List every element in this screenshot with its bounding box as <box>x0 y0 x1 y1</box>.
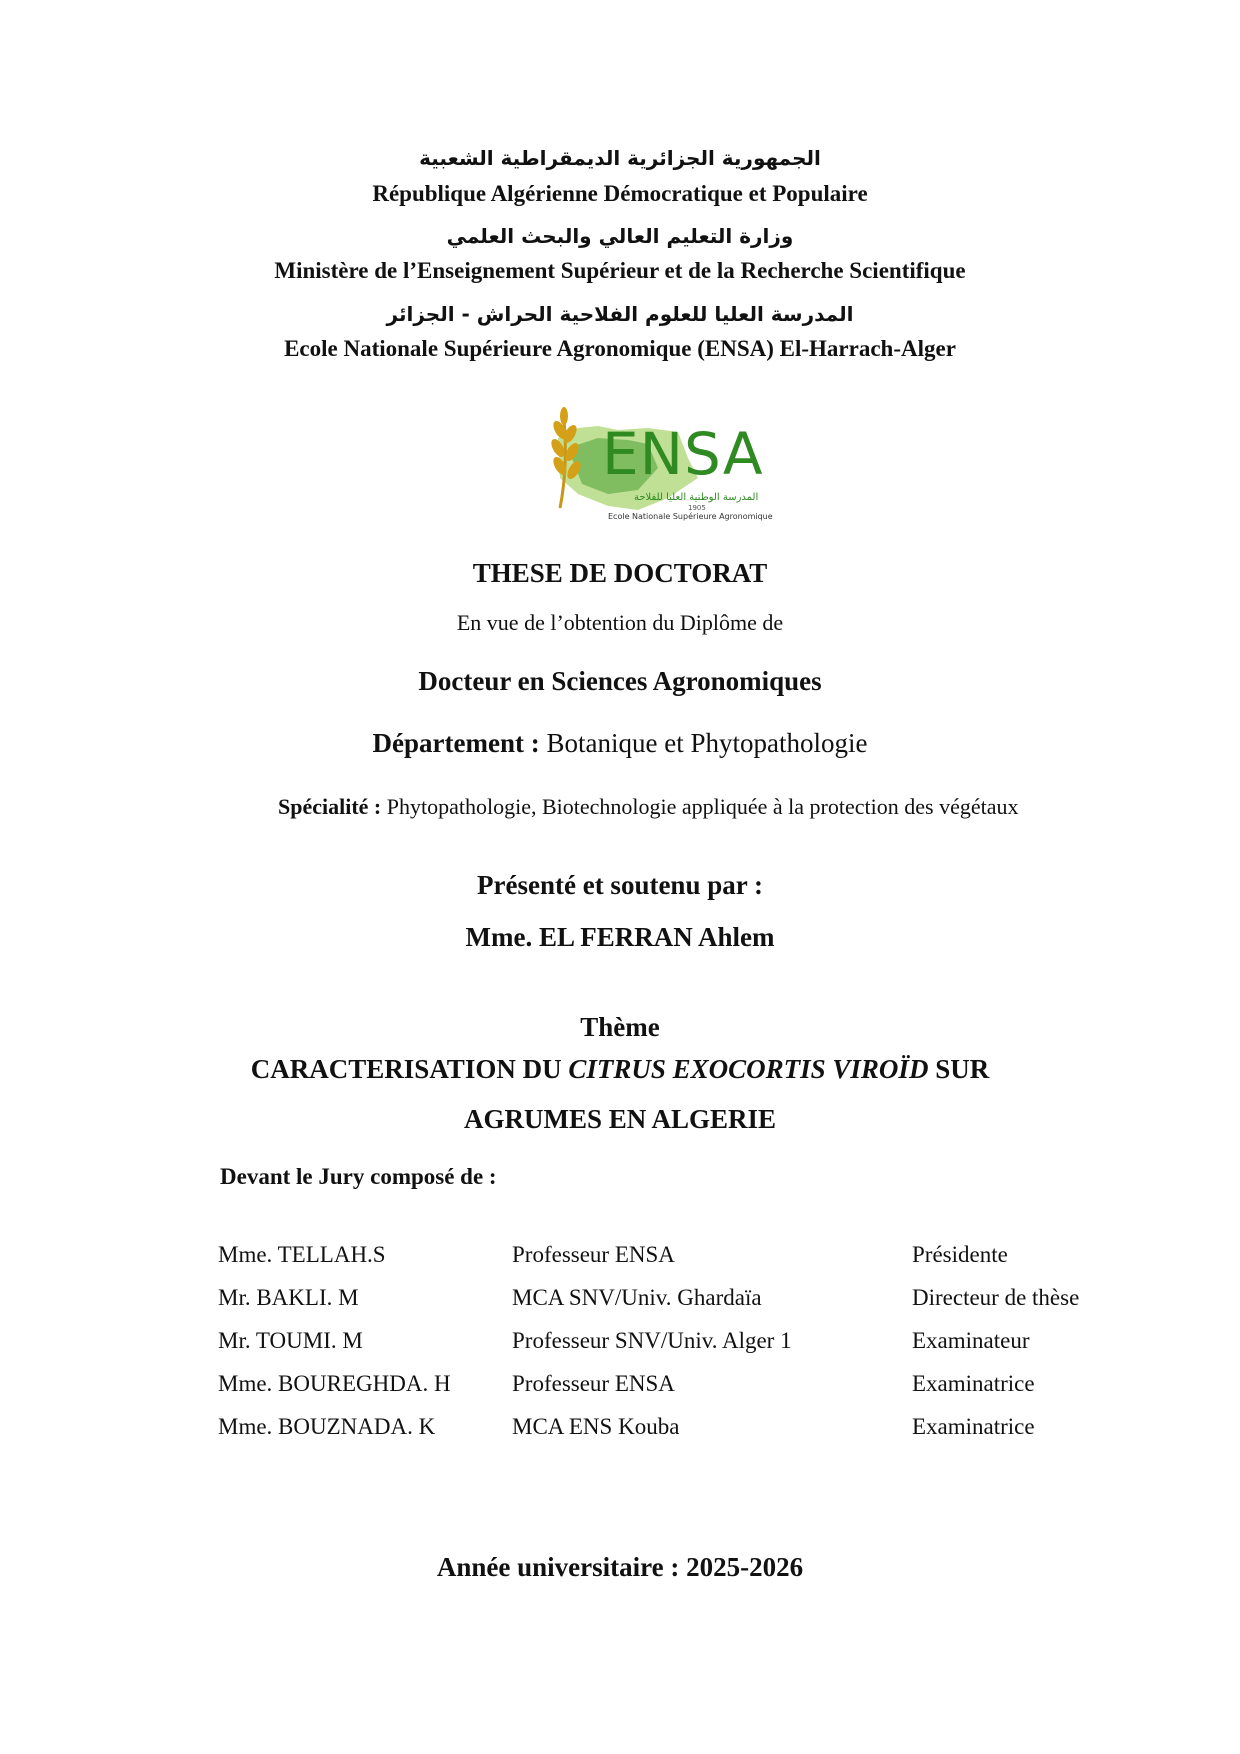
jury-member-name: Mme. TELLAH.S <box>218 1242 386 1267</box>
jury-heading: Devant le Jury composé de : <box>220 1164 497 1189</box>
jury-member-name: Mme. BOUZNADA. K <box>218 1414 436 1439</box>
jury-member-name: Mme. BOUREGHDA. H <box>218 1371 451 1396</box>
jury-member <box>218 1242 1118 1272</box>
jury-member <box>218 1371 1118 1401</box>
department <box>0 728 1240 759</box>
logo-text: ENSA <box>602 420 764 488</box>
jury-member-name: Mr. TOUMI. M <box>218 1328 363 1353</box>
specialty-label: Spécialité : <box>278 794 382 819</box>
jury-member-title: Professeur ENSA <box>512 1371 675 1396</box>
jury-member <box>218 1328 1118 1358</box>
theme-label: Thème <box>580 1012 660 1042</box>
jury-member <box>218 1414 1118 1444</box>
jury-member-title: MCA ENS Kouba <box>512 1414 680 1439</box>
school-arabic: المدرسة العليا للعلوم الفلاحية الحراش - الجزائر <box>386 302 854 326</box>
theme-line1-end: SUR <box>935 1054 990 1084</box>
presented-by: Présenté et soutenu par : <box>477 870 763 900</box>
jury-member <box>218 1285 1118 1315</box>
republic-french: République Algérienne Démocratique et Populaire <box>372 181 868 206</box>
ensa-logo <box>538 398 788 526</box>
school-french: Ecole Nationale Supérieure Agronomique (ENSA) El-Harrach-Alger <box>284 336 956 361</box>
theme-line1-italic: CITRUS EXOCORTIS VIROÏD <box>568 1054 929 1084</box>
ministry-french: Ministère de l’Enseignement Supérieur et de la Recherche Scientifique <box>274 258 966 283</box>
department-label: Département : <box>372 728 540 758</box>
jury-member-title: Professeur ENSA <box>512 1242 675 1267</box>
thesis-diploma: Docteur en Sciences Agronomiques <box>418 666 822 696</box>
jury-member-role: Examinateur <box>912 1328 1030 1353</box>
theme-title-line2: AGRUMES EN ALGERIE <box>463 1104 777 1134</box>
author-name: Mme. EL FERRAN Ahlem <box>465 922 775 952</box>
specialty <box>278 794 1018 820</box>
jury-member-name: Mr. BAKLI. M <box>218 1285 359 1310</box>
thesis-type: THESE DE DOCTORAT <box>472 558 768 588</box>
jury-member-title: Professeur SNV/Univ. Alger 1 <box>512 1328 792 1353</box>
ministry-arabic: وزارة التعليم العالي والبحث العلمي <box>446 224 794 248</box>
theme-title-line1 <box>0 1054 1240 1085</box>
republic-arabic: الجمهورية الجزائرية الديمقراطية الشعبية <box>419 146 821 170</box>
department-value: Botanique et Phytopathologie <box>546 728 868 758</box>
thesis-purpose: En vue de l’obtention du Diplôme de <box>456 610 784 635</box>
logo-arabic-line: المدرسة الوطنية العليا للفلاحة <box>634 492 759 503</box>
logo-french-line: Ecole Nationale Supérieure Agronomique <box>608 512 773 521</box>
jury-member-role: Présidente <box>912 1242 1008 1267</box>
logo-year: 1905 <box>688 504 706 512</box>
theme-line1-start: CARACTERISATION DU <box>250 1054 562 1084</box>
academic-year: Année universitaire : 2025-2026 <box>436 1552 804 1582</box>
jury-member-role: Directeur de thèse <box>912 1285 1080 1310</box>
jury-member-role: Examinatrice <box>912 1414 1035 1439</box>
specialty-value: Phytopathologie, Biotechnologie appliquée à la protection des végétaux <box>386 794 1019 819</box>
jury-member-role: Examinatrice <box>912 1371 1035 1396</box>
jury-member-title: MCA SNV/Univ. Ghardaïa <box>512 1285 762 1310</box>
